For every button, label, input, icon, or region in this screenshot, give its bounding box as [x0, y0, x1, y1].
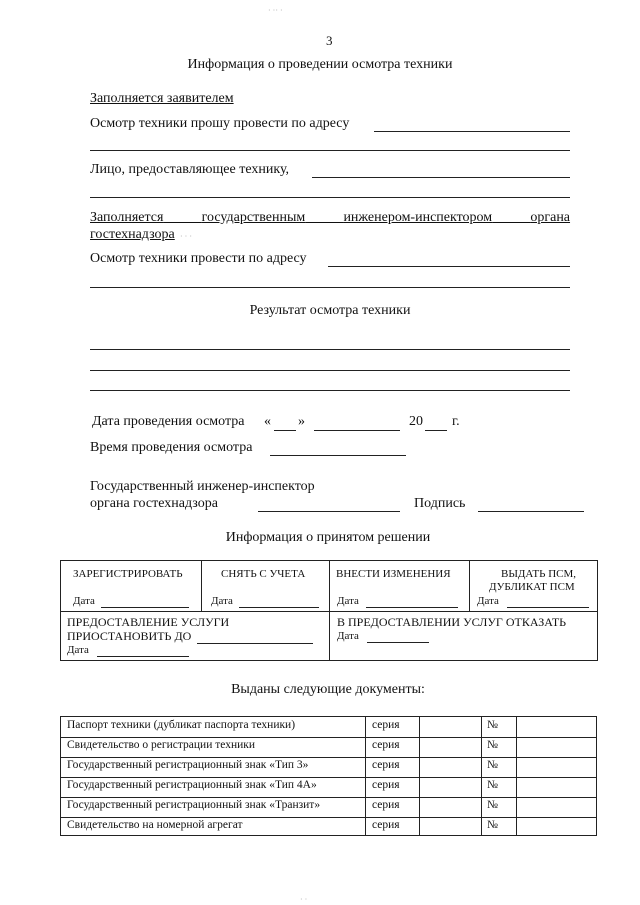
issue-option-line1[interactable]: ВЫДАТЬ ПСМ,: [501, 568, 577, 580]
year-suffix: г.: [452, 414, 460, 429]
register-option[interactable]: ЗАРЕГИСТРИРОВАТЬ: [73, 568, 183, 580]
person-field-line2[interactable]: [90, 197, 570, 198]
inspector-section-label-line2: гостехнадзора: [90, 227, 175, 242]
number-label: №: [487, 719, 498, 731]
inspector-section-label: Заполняется государственным инженером-инспектором органа: [90, 210, 571, 225]
changes-date-field[interactable]: [366, 607, 458, 608]
document-name: Государственный регистрационный знак «Тип 3»: [67, 759, 309, 771]
document-name: Государственный регистрационный знак «Транзит»: [67, 799, 321, 811]
deregister-date-field[interactable]: [239, 607, 319, 608]
deregister-option[interactable]: СНЯТЬ С УЧЕТА: [221, 568, 306, 580]
document-name: Государственный регистрационный знак «Тип 4А»: [67, 779, 317, 791]
number-label: №: [487, 759, 498, 771]
date-quote-open: «: [264, 414, 271, 429]
result-line-3[interactable]: [90, 390, 570, 391]
issue-date-label: Дата: [477, 595, 499, 607]
page-number: 3: [326, 33, 333, 48]
register-date-label: Дата: [73, 595, 95, 607]
series-label: серия: [372, 759, 400, 771]
number-label: №: [487, 819, 498, 831]
inspection-day-field[interactable]: [274, 430, 296, 431]
year-prefix: 20: [409, 414, 423, 429]
document-name: Паспорт техники (дубликат паспорта техники): [67, 719, 296, 731]
document-name: Свидетельство о регистрации техники: [67, 739, 256, 751]
changes-date-label: Дата: [337, 595, 359, 607]
table-row: [61, 817, 596, 837]
decision-table: [60, 560, 598, 661]
result-title: Результат осмотра техники: [249, 303, 411, 318]
inspection-date-label: Дата проведения осмотра: [92, 414, 245, 429]
table-row: [61, 777, 596, 798]
inspection-month-field[interactable]: [314, 430, 400, 431]
series-label: серия: [372, 739, 400, 751]
page-title: Информация о проведении осмотра техники: [187, 57, 453, 72]
issue-option-line2[interactable]: ДУБЛИКАТ ПСМ: [489, 581, 575, 593]
applicant-address-field-line2[interactable]: [90, 150, 570, 151]
inspection-year-field[interactable]: [425, 430, 447, 431]
number-label: №: [487, 779, 498, 791]
inspector-address-label: Осмотр техники провести по адресу: [90, 251, 307, 266]
table-row: [61, 737, 596, 758]
register-date-field[interactable]: [101, 607, 189, 608]
inspector-address-field[interactable]: [328, 266, 570, 267]
documents-title: Выданы следующие документы:: [231, 682, 425, 697]
suspend-option-line1[interactable]: ПРЕДОСТАВЛЕНИЕ УСЛУГИ: [67, 615, 230, 629]
signature-label: Подпись: [414, 496, 466, 511]
applicant-address-label: Осмотр техники прошу провести по адресу: [90, 116, 350, 131]
number-label: №: [487, 799, 498, 811]
person-label: Лицо, предоставляющее технику,: [90, 162, 290, 177]
inspection-time-field[interactable]: [270, 455, 406, 456]
series-label: серия: [372, 819, 400, 831]
decision-title: Информация о принятом решении: [225, 530, 431, 545]
number-label: №: [487, 739, 498, 751]
series-label: серия: [372, 799, 400, 811]
suspend-option-line2[interactable]: ПРИОСТАНОВИТЬ ДО: [67, 629, 192, 643]
document-name: Свидетельство на номерной агрегат: [67, 819, 243, 831]
signature-field[interactable]: [478, 511, 584, 512]
refuse-date-field[interactable]: [367, 642, 429, 643]
inspector-name-field[interactable]: [258, 511, 400, 512]
applicant-section-label: Заполняется заявителем: [90, 91, 234, 106]
table-row: [61, 797, 596, 818]
refuse-date-label: Дата: [337, 630, 359, 642]
refuse-option[interactable]: В ПРЕДОСТАВЛЕНИИ УСЛУГ ОТКАЗАТЬ: [337, 615, 567, 629]
inspector-title-line2: органа гостехнадзора: [90, 496, 218, 511]
issue-date-field[interactable]: [507, 607, 589, 608]
person-field[interactable]: [312, 177, 570, 178]
changes-option[interactable]: ВНЕСТИ ИЗМЕНЕНИЯ: [336, 568, 451, 580]
deregister-date-label: Дата: [211, 595, 233, 607]
suspend-until-field[interactable]: [197, 643, 313, 644]
inspector-title-line1: Государственный инженер-инспектор: [90, 479, 315, 494]
inspection-time-label: Время проведения осмотра: [90, 440, 253, 455]
suspend-date-field[interactable]: [97, 656, 189, 657]
table-row: [61, 717, 596, 738]
inspector-address-field-line2[interactable]: [90, 287, 570, 288]
applicant-address-field[interactable]: [374, 131, 570, 132]
result-line-1[interactable]: [90, 349, 570, 350]
documents-table: [60, 716, 597, 836]
table-row: [61, 757, 596, 778]
suspend-date-label: Дата: [67, 644, 89, 656]
date-quote-close: »: [298, 414, 305, 429]
result-line-2[interactable]: [90, 370, 570, 371]
series-label: серия: [372, 719, 400, 731]
series-label: серия: [372, 779, 400, 791]
